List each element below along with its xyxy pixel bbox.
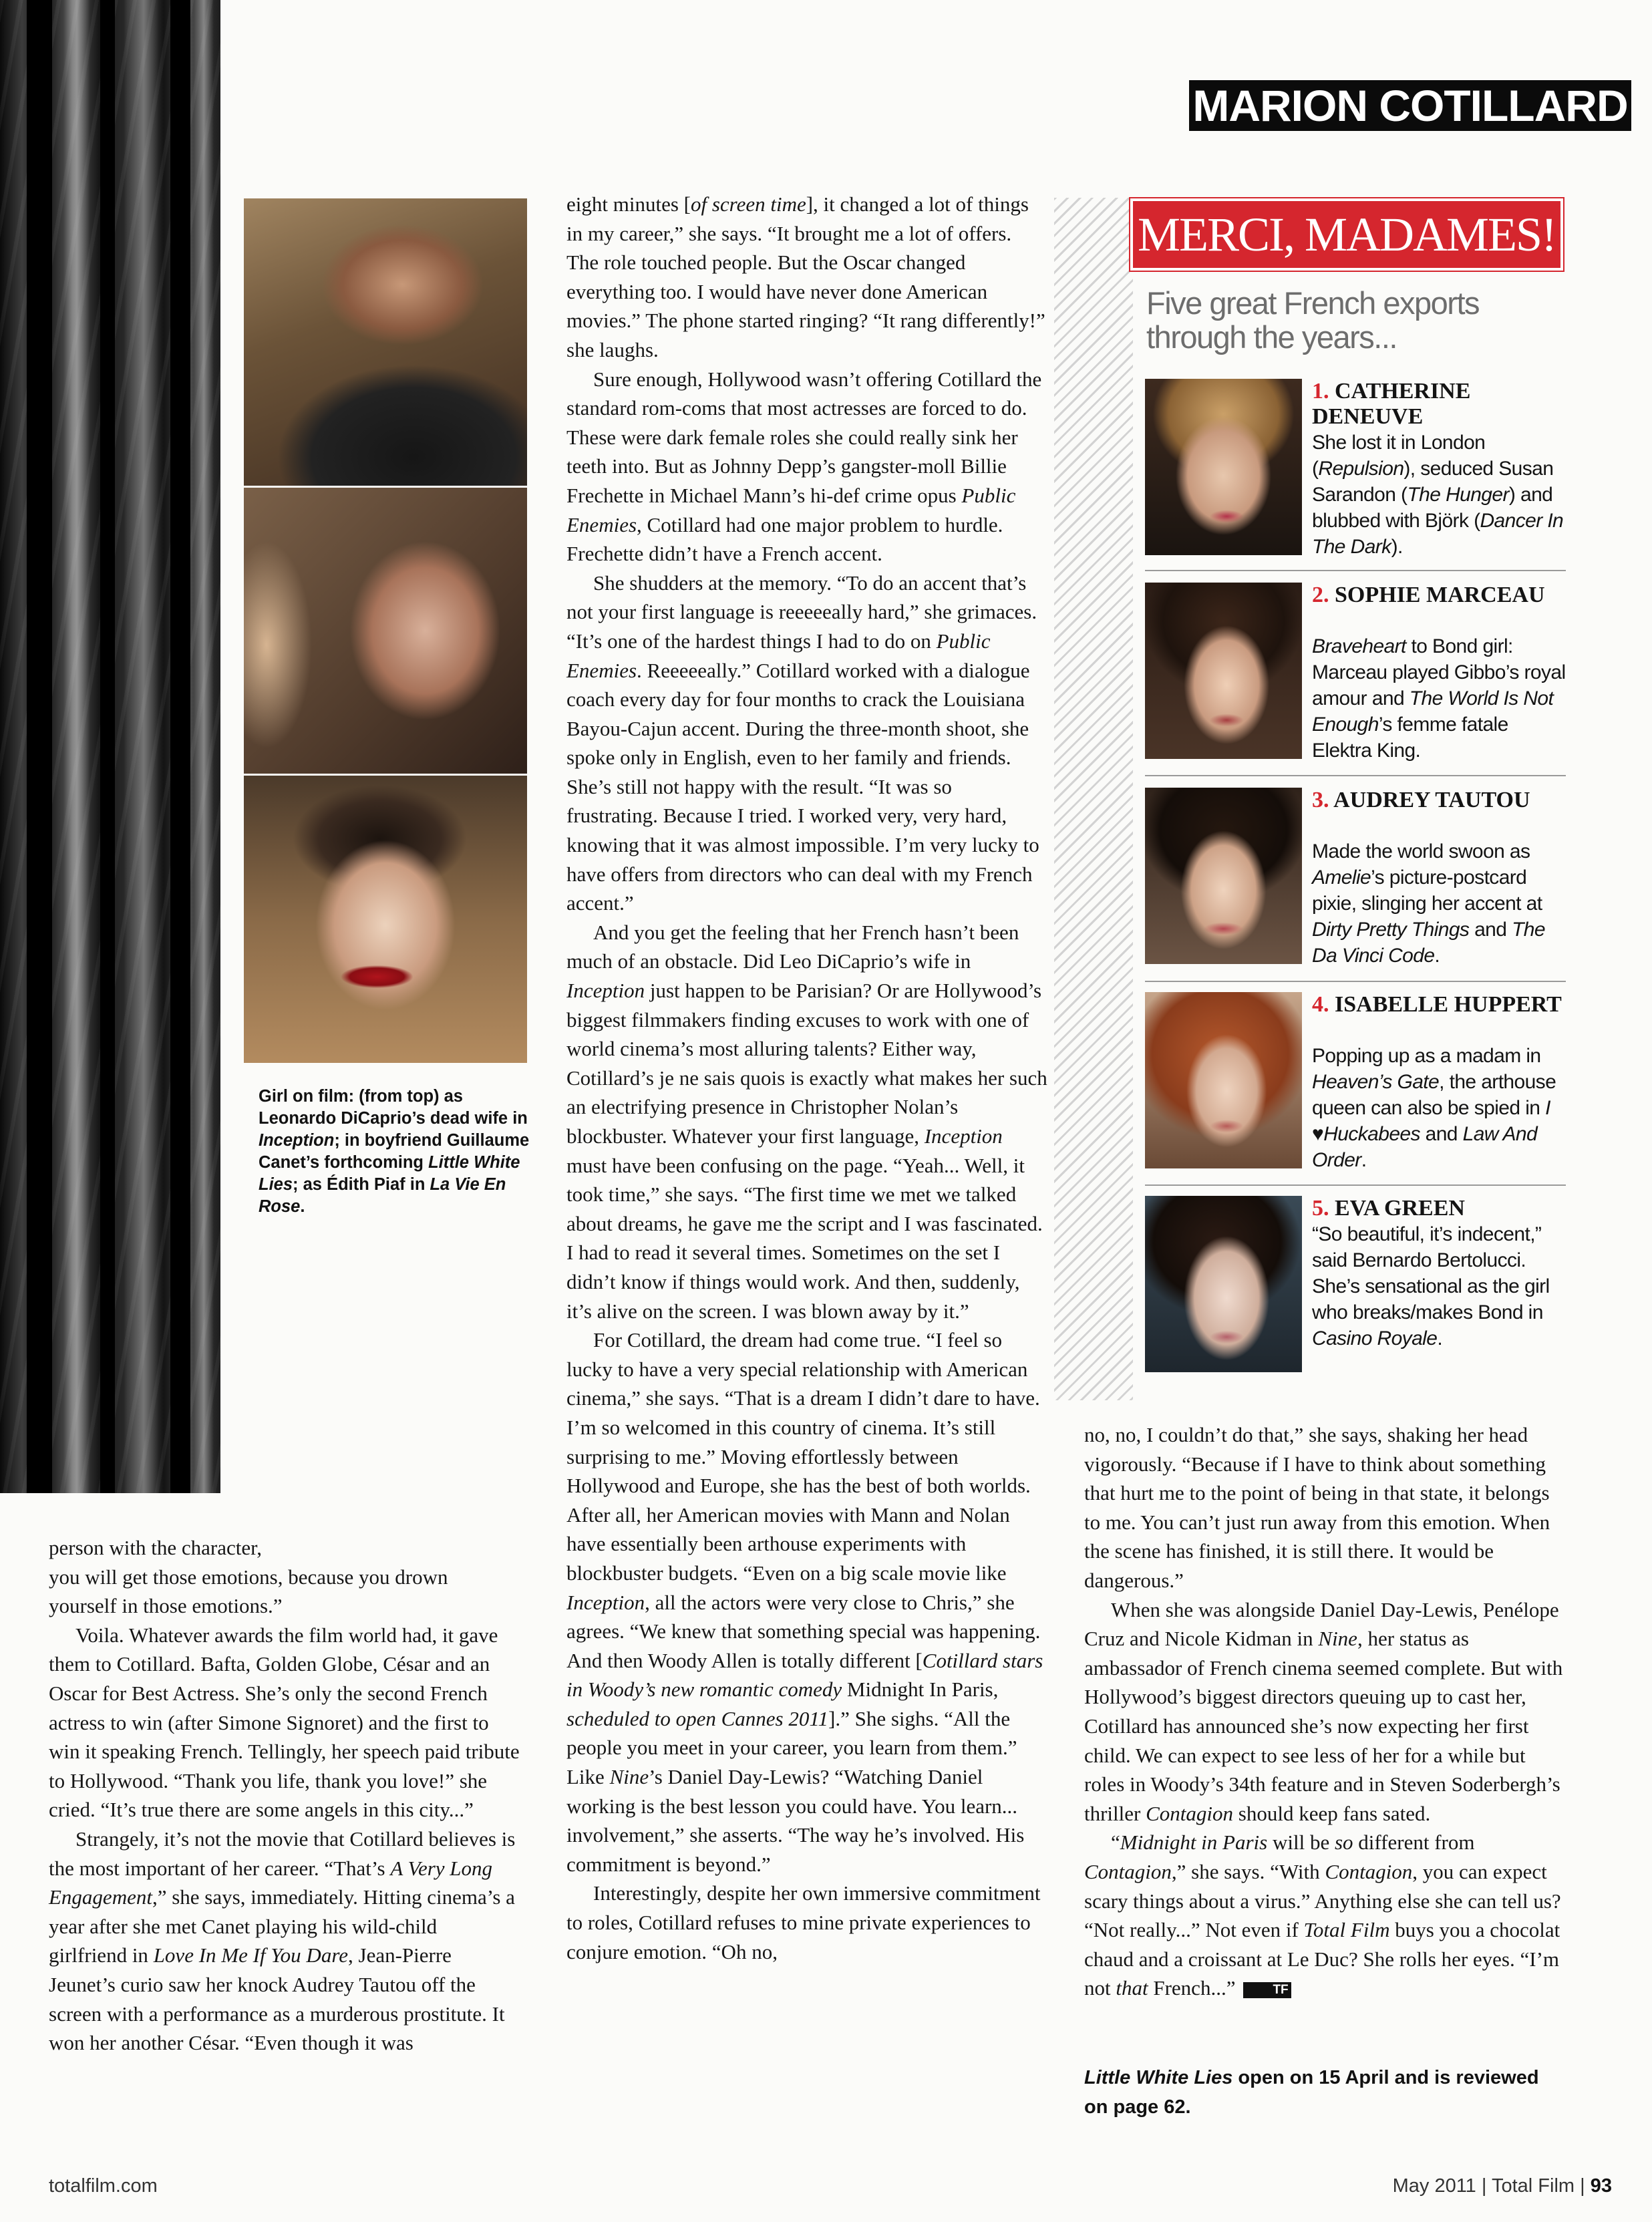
actress-photo: [1145, 583, 1302, 759]
article-paragraph: no, no, I couldn’t do that,” she says, shaking her head vigorously. “Because if I have to think about something that hurt me to the point of being in that state, it belongs to me. You can’t just run away from this emotion. When the scene has finished, it is still there. It would be dangerous.”: [1084, 1423, 1550, 1592]
photo-caption: Girl on film: (from top) as Leonardo DiCaprio’s dead wife in Inception; in boyfriend Guillaume Canet’s forthcoming Little White Lies; as Édith Piaf in La Vie En Rose.: [259, 1087, 530, 1216]
sidebar-divider: [1145, 570, 1566, 571]
sidebar-divider: [1145, 1184, 1566, 1186]
little-white-lies-still: [244, 488, 527, 774]
article-subject-tag: MARION COTILLARD: [1189, 80, 1631, 131]
footer-separator: |: [1580, 2175, 1585, 2197]
sidebar-subtitle: Five great French exports through the years...: [1146, 285, 1479, 355]
actress-description: Made the world swoon as Amelie’s picture-postcard pixie, slinging her accent at Dirty Pretty Things and The Da Vinci Code.: [1312, 840, 1545, 967]
footer-separator: |: [1481, 2175, 1487, 2197]
actress-photo: [1145, 1196, 1302, 1372]
footer-magazine: Total Film: [1491, 2175, 1575, 2197]
inception-still: [244, 198, 527, 486]
article-paragraph: Voila. Whatever awards the film world had, it gave them to Cotillard. Bafta, Golden Globe, César and an Oscar for Best Actress. She’s only the second French actress to win (after Simone Signoret) and the first to win it speaking French. Tellingly, her speech paid tribute to Hollywood. “Thank you life, thank you love!” she cried. “It’s true there are some angels in this city...”: [49, 1623, 520, 1822]
la-vie-en-rose-still: [244, 776, 527, 1063]
end-mark-icon: TF: [1243, 1982, 1291, 1998]
actress-photo: [1145, 788, 1302, 964]
article-column-right: [1084, 1420, 1565, 2003]
footer-website: totalfilm.com: [49, 2175, 158, 2197]
article-paragraph: person with the character, you will get those emotions, because you drown yourself in those emotions.”: [49, 1536, 448, 1618]
article-paragraph: eight minutes [of screen time], it changed a lot of things in my career,” she says. “It brought me a lot of offers. The role touched people. But the Oscar changed everything too. I would have never done American movies.” The phone started ringing? “It rang differently!” she laughs.: [566, 192, 1045, 361]
page-number: 93: [1590, 2175, 1612, 2197]
sidebar-divider: [1145, 981, 1566, 982]
actress-description: Popping up as a madam in Heaven’s Gate, the arthouse queen can also be spied in I ♥Huckabees and Law And Order.: [1312, 1045, 1556, 1171]
footer-issue-info: [1393, 2175, 1612, 2197]
article-column-middle: [566, 190, 1047, 1966]
actress-name: 5. EVA GREEN: [1312, 1196, 1465, 1221]
actress-description: Braveheart to Bond girl: Marceau played Gibbo’s royal amour and The World Is Not Enough’s femme fatale Elektra King.: [1312, 635, 1566, 762]
sidebar-hatch-decoration: [1054, 198, 1133, 1400]
article-paragraph: When she was alongside Daniel Day-Lewis, Penélope Cruz and Nicole Kidman in Nine, her status as ambassador of French cinema seemed complete. But with Hollywood’s biggest directors queuing up to cast her, Cotillard has announced she’s now expecting her first child. We can expect to see less of her for a while but roles in Woody’s 34th feature and in Steven Soderbergh’s thriller Contagion should keep fans sated.: [1084, 1597, 1563, 1825]
actress-description: She lost it in London (Repulsion), seduced Susan Sarandon (The Hunger) and blubbed with Björk (Dancer In The Dark).: [1312, 432, 1564, 558]
article-paragraph: And you get the feeling that her French hasn’t been much of an obstacle. Did Leo DiCaprio’s wife in Inception just happen to be Parisian? Or are Hollywood’s biggest filmmakers finding excuses to work with one of world cinema’s most alluring talents? Either way, Cotillard’s je ne sais quois is exactly what makes her such an electrifying presence in Christopher Nolan’s blockbuster. Whatever your first language, Inception must have been confusing on the page. “Yeah... Well, it took time,” she says. “The first time we met we talked about dreams, he gave me the script and I was fascinated. I had to read it several times. Sometimes on the set I didn’t know if things would work. And then, suddenly, it’s alive on the screen. I was blown away by it.”: [566, 920, 1047, 1323]
release-note: Little White Lies open on 15 April and is reviewed on page 62.: [1084, 2067, 1539, 2118]
article-paragraph: Strangely, it’s not the movie that Cotillard believes is the most important of her career. “That’s A Very Long Engagement,” she says, immediately. Hitting cinema’s a year after she met Canet playing his wild-child girlfriend in Love In Me If You Dare, Jean-Pierre Jeunet’s curio saw her knock Audrey Tautou off the screen with a performance as a murderous prostitute. It won her another César. “Even though it was: [49, 1827, 516, 2055]
actress-name: 1. CATHERINE DENEUVE: [1312, 379, 1471, 429]
sidebar-divider: [1145, 775, 1566, 776]
actress-photo: [1145, 992, 1302, 1168]
actress-photo: [1145, 379, 1302, 555]
actress-name: 4. ISABELLE HUPPERT: [1312, 992, 1562, 1017]
article-paragraph: Sure enough, Hollywood wasn’t offering Cotillard the standard rom-coms that most actresses are forced to do. These were dark female roles she could really sink her teeth into. But as Johnny Depp’s gangster-moll Billie Frechette in Michael Mann’s hi-def crime opus Public Enemies, Cotillard had one major problem to hurdle. Frechette didn’t have a French accent.: [566, 367, 1042, 566]
actress-description: “So beautiful, it’s indecent,” said Bernardo Bertolucci. She’s sensational as the girl who breaks/makes Bond in Casino Royale.: [1312, 1223, 1550, 1350]
actress-name: 3. AUDREY TAUTOU: [1312, 788, 1530, 812]
footer-issue-date: May 2011: [1392, 2175, 1476, 2197]
article-column-left: [49, 1533, 520, 2058]
article-paragraph: “Midnight in Paris will be so different from Contagion,” she says. “With Contagion, you can expect scary things about a virus.” Anything else she can tell us? “Not really...” Not even if Total Film buys you a chocolat chaud and a croissant at Le Duc? She rolls her eyes. “I’m not that French...” TF: [1084, 1831, 1561, 2000]
article-paragraph: She shudders at the memory. “To do an accent that’s not your first language is reeeeeally hard,” she grimaces. “It’s one of the hardest things I had to do on Public Enemies. Reeeeeally.” Cotillard worked with a dialogue coach every day for four months to crack the Louisiana Bayou-Cajun accent. During the three-month shoot, she spoke only in English, even to her family and friends. She’s still not happy with the result. “It was so frustrating. Because I tried. I worked very, very hard, knowing that it was almost impossible. I’m very lucky to have offers from directors who can deal with my French accent.”: [566, 571, 1039, 915]
sidebar-title: MERCI, MADAMES!: [1130, 198, 1563, 271]
film-still-left-strip: [0, 0, 220, 1493]
actress-name: 2. SOPHIE MARCEAU: [1312, 583, 1545, 607]
article-paragraph: For Cotillard, the dream had come true. “I feel so lucky to have a very special relationship with American cinema,” she says. “That is a dream I didn’t dare to have. I’m so welcomed in this country of cinema. It’s still surprising to me.” Moving effortlessly between Hollywood and Europe, she has the best of both worlds. After all, her American movies with Mann and Nolan have essentially been arthouse experiments with blockbuster budgets. “Even on a big scale movie like Inception, all the actors were very close to Chris,” she agrees. “We knew that something special was happening. And then Woody Allen is totally different [Cotillard stars in Woody’s new romantic comedy Midnight In Paris, scheduled to open Cannes 2011].” She sighs. “All the people you meet in your career, you learn from them.” Like Nine’s Daniel Day-Lewis? “Watching Daniel working is the best lesson you could have. You learn... involvement,” she asserts. “The way he’s involved. His commitment is beyond.”: [566, 1328, 1043, 1876]
article-paragraph: Interestingly, despite her own immersive commitment to roles, Cotillard refuses to mine private experiences to conjure emotion. “Oh no,: [566, 1881, 1041, 1963]
